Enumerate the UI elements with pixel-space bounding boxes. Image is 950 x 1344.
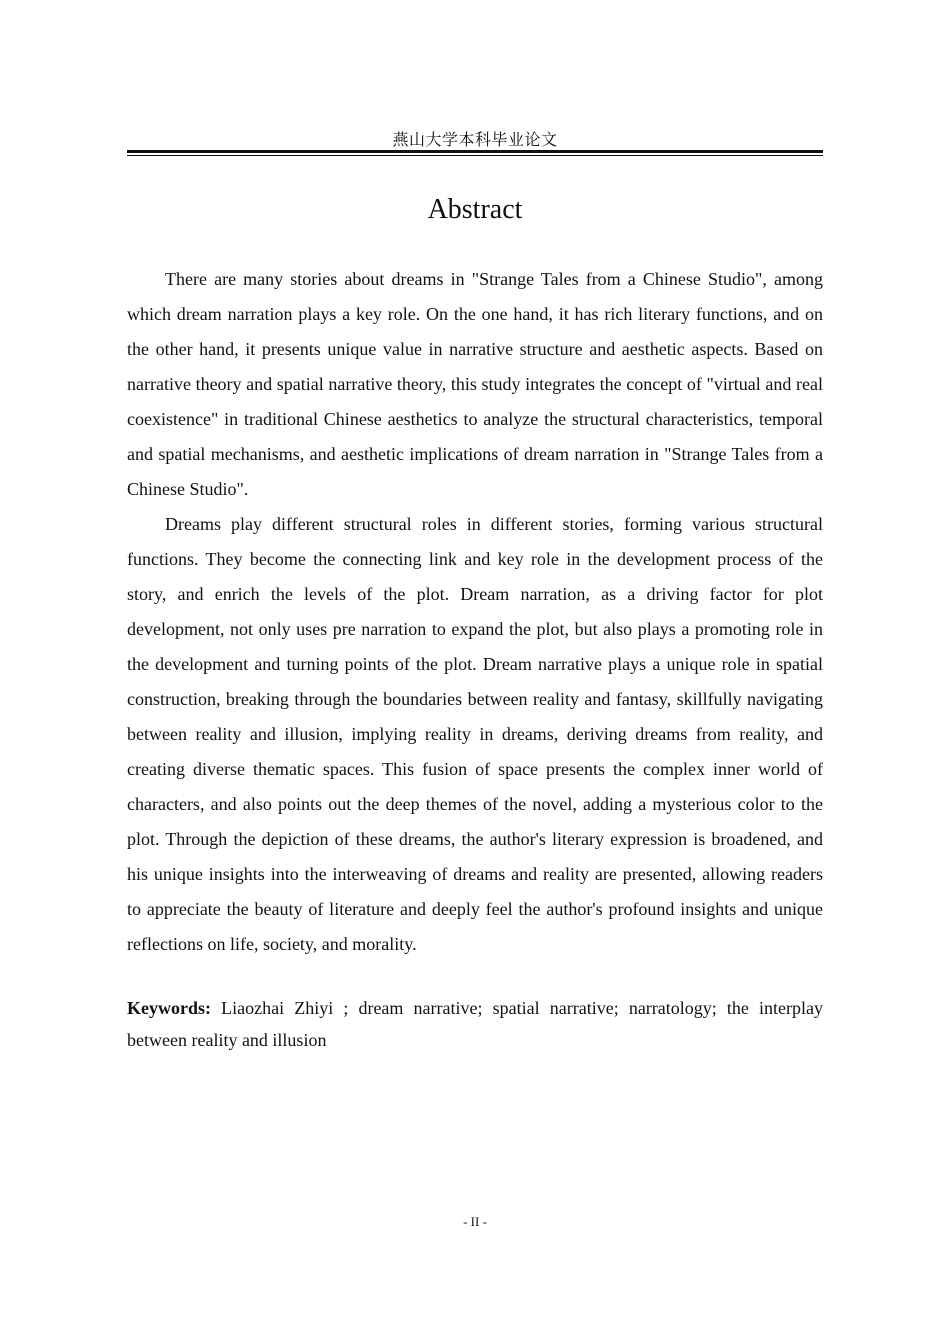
abstract-paragraph-2: Dreams play different structural roles in different stories, forming various structural functions. They become the connecting link and key role in the development process of the story, and enrich the levels of the plot. Dream narration, as a driving factor for plot development, not only uses pre narration to expand the plot, but also plays a promoting role in the development and turning points of the plot. Dream narrative plays a unique role in spatial construction, breaking through the boundaries between reality and fantasy, skillfully navigating between reality and illusion, implying reality in dreams, deriving dreams from reality, and creating diverse thematic spaces. This fusion of space presents the complex inner world of characters, and also points out the deep themes of the novel, adding a mysterious color to the plot. Through the depiction of these dreams, the author's literary expression is broadened, and his unique insights into the interweaving of dreams and reality are presented, allowing readers to appreciate the beauty of literature and deeply feel the author's profound insights and unique reflections on life, society, and morality. xyxy=(127,514,823,954)
keywords-text: Liaozhai Zhiyi ; dream narrative; spatial narrative; narratology; the interplay between reality and illusion xyxy=(127,998,823,1050)
page-title: Abstract xyxy=(427,194,523,225)
header-rule-thick xyxy=(127,150,823,153)
abstract-paragraph-1: There are many stories about dreams in "Strange Tales from a Chinese Studio", among which dream narration plays a key role. On the one hand, it has rich literary functions, and on the other hand, it presents unique value in narrative structure and aesthetic aspects. Based on narrative theory and spatial narrative theory, this study integrates the concept of "virtual and real coexistence" in traditional Chinese aesthetics to analyze the structural characteristics, temporal and spatial mechanisms, and aesthetic implications of dream narration in "Strange Tales from a Chinese Studio". xyxy=(127,269,823,499)
page-number: - II - xyxy=(463,1214,487,1229)
keywords-label: Keywords: xyxy=(127,998,211,1018)
abstract-body xyxy=(127,262,823,962)
keywords-block xyxy=(127,992,823,1056)
header-rule-thin xyxy=(127,155,823,156)
running-header: 燕山大学本科毕业论文 xyxy=(392,130,558,149)
